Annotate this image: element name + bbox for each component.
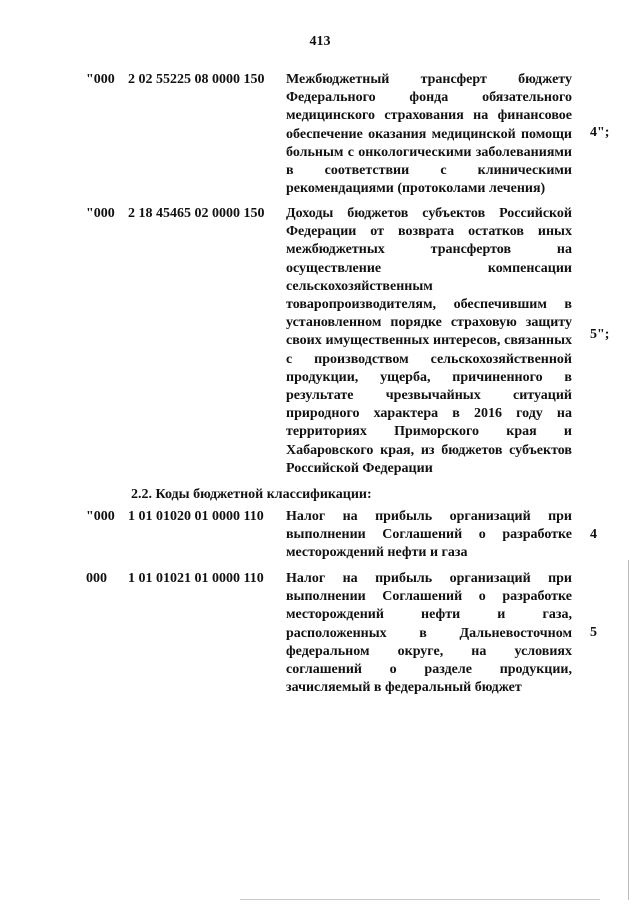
description-line: своих имущественных интересов, связанных xyxy=(286,333,572,349)
row-number: 4"; xyxy=(590,125,610,140)
description-line: Доходы бюджетов субъектов Российской xyxy=(286,206,572,221)
description-line: месторождений нефти и газа xyxy=(286,545,468,561)
row-prefix: "000 xyxy=(86,206,115,221)
description-line: территориях Приморского края и xyxy=(286,424,572,440)
description-line: природного характера в 2016 году на xyxy=(286,406,572,422)
description-line: расположенных в Дальневосточном xyxy=(286,625,572,641)
description-line: Российской Федерации xyxy=(286,460,433,476)
description-line: товаропроизводителям, обеспечившим в xyxy=(286,297,572,313)
page-number: 413 xyxy=(309,34,331,49)
description-line: зачисляемый в федеральный бюджет xyxy=(286,680,522,696)
description-line: сельскохозяйственным xyxy=(286,278,433,294)
budget-code: 1 01 01020 01 0000 110 xyxy=(128,509,264,524)
description-line: в соответствии с клиническими xyxy=(286,163,572,179)
description-line: продукции, ущерба, причиненного в xyxy=(286,369,572,385)
row-number: 5 xyxy=(590,625,597,640)
row-description xyxy=(286,71,572,198)
row-prefix: "000 xyxy=(86,509,115,524)
budget-code: 2 18 45465 02 0000 150 xyxy=(128,206,265,221)
description-line: установленном порядке страховую защиту xyxy=(286,315,572,331)
budget-code: 2 02 55225 08 0000 150 xyxy=(128,72,265,87)
description-line: федеральном округе, на условиях xyxy=(286,643,572,659)
description-line: медицинского страхования на финансовое xyxy=(286,108,572,124)
description-line: больным с онкологическими заболеваниями xyxy=(286,144,572,160)
description-line: с производством сельскохозяйственной xyxy=(286,351,572,367)
description-line: рекомендациями (протоколами лечения) xyxy=(286,181,546,197)
row-number: 5"; xyxy=(590,327,610,342)
description-line: соглашений о разделе продукции, xyxy=(286,662,572,678)
description-line: Федерального фонда обязательного xyxy=(286,90,572,106)
description-line: Налог на прибыль организаций при xyxy=(286,571,572,586)
description-line: обеспечение оказания медицинской помощи xyxy=(286,126,572,142)
scan-edge-line xyxy=(628,560,629,900)
description-line: межбюджетных трансфертов на xyxy=(286,242,572,258)
description-line: осуществление компенсации xyxy=(286,260,572,276)
budget-code: 1 01 01021 01 0000 110 xyxy=(128,571,264,586)
description-line: Межбюджетный трансферт бюджету xyxy=(286,72,572,87)
description-line: выполнении Соглашений о разработке xyxy=(286,589,572,605)
description-line: Федерации от возврата остатков иных xyxy=(286,224,572,240)
description-line: Хабаровского края, из бюджетов субъектов xyxy=(286,442,572,458)
row-description xyxy=(286,508,572,563)
row-prefix: 000 xyxy=(86,571,107,586)
scan-edge-line xyxy=(240,899,600,900)
description-line: результате чрезвычайных ситуаций xyxy=(286,388,572,404)
description-line: месторождений нефти и газа, xyxy=(286,607,572,623)
description-line: выполнении Соглашений о разработке xyxy=(286,527,572,543)
row-number: 4 xyxy=(590,527,597,542)
section-heading: 2.2. Коды бюджетной классификации: xyxy=(131,487,372,502)
row-description xyxy=(286,570,572,697)
row-prefix: "000 xyxy=(86,72,115,87)
description-line: Налог на прибыль организаций при xyxy=(286,509,572,524)
row-description xyxy=(286,205,572,478)
